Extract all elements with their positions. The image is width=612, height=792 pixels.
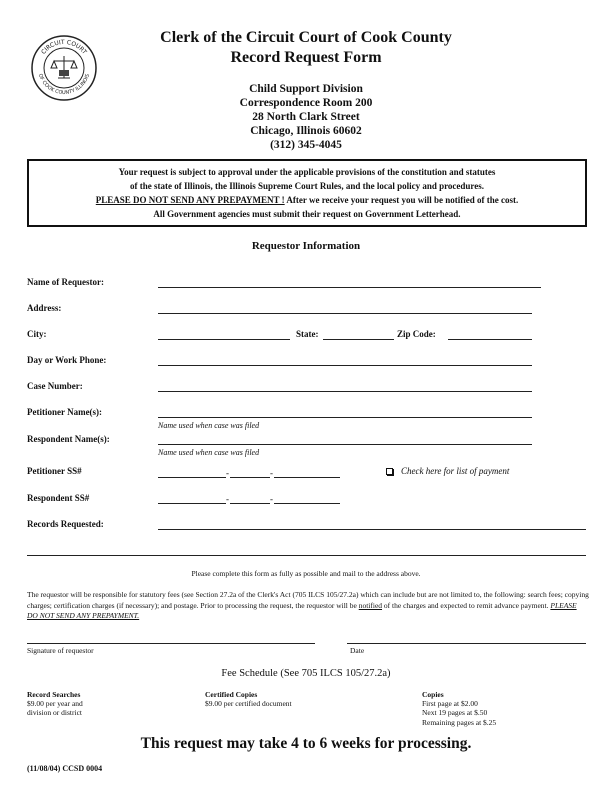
processing-time-notice: This request may take 4 to 6 weeks for processing. bbox=[140, 735, 472, 752]
address-field[interactable] bbox=[158, 313, 532, 314]
petitioner-name-hint: Name used when case was filed bbox=[158, 421, 260, 430]
phone-field[interactable] bbox=[158, 365, 532, 366]
petitioner-name-label: Petitioner Name(s): bbox=[27, 407, 103, 417]
zip-field[interactable] bbox=[448, 339, 532, 340]
street-address: 28 North Clark Street bbox=[252, 111, 360, 123]
respondent-ss-label: Respondent SS# bbox=[27, 493, 90, 503]
page-subtitle: Record Request Form bbox=[230, 49, 382, 66]
respondent-name-field[interactable] bbox=[158, 444, 532, 445]
payment-list-checkbox[interactable] bbox=[386, 468, 393, 475]
respondent-ss-dash-2: - bbox=[270, 494, 273, 504]
fee-copies-line-3: Remaining pages at $.25 bbox=[422, 717, 497, 727]
state-field[interactable] bbox=[323, 339, 394, 340]
respondent-ss-part1[interactable] bbox=[158, 503, 226, 504]
case-number-field[interactable] bbox=[158, 391, 532, 392]
phone-label: Day or Work Phone: bbox=[27, 355, 107, 365]
section-title-requestor: Requestor Information bbox=[251, 240, 361, 252]
date-label: Date bbox=[350, 646, 365, 655]
respondent-name-hint: Name used when case was filed bbox=[158, 448, 260, 457]
petitioner-ss-part3[interactable] bbox=[274, 477, 340, 478]
fee-copies-heading: Copies bbox=[422, 690, 444, 699]
respondent-ss-part2[interactable] bbox=[230, 503, 270, 504]
date-field[interactable] bbox=[347, 643, 586, 644]
zip-label: Zip Code: bbox=[397, 329, 436, 339]
address-label: Address: bbox=[27, 303, 62, 313]
records-requested-field-1[interactable] bbox=[158, 529, 586, 530]
fee-certified-heading: Certified Copies bbox=[205, 690, 258, 699]
form-code: (11/08/04) CCSD 0004 bbox=[27, 764, 103, 773]
state-label: State: bbox=[296, 329, 319, 339]
records-requested-label: Records Requested: bbox=[27, 519, 104, 529]
seal-top-text: CIRCUIT COURT bbox=[40, 38, 88, 56]
page-title: Clerk of the Circuit Court of Cook County bbox=[160, 29, 452, 46]
seal-bottom-text: OF COOK COUNTY ILLINOIS bbox=[36, 73, 92, 97]
fees-text: The requestor will be responsible for statutory fees (see Section 27.2a of the Clerk's Act (705 ILCS 105/27.2a) which can include but are not limited to, the following: search fees; copying charges; certification charges (if necessary); and postage. Prior to processing the request, the requestor will be bbox=[27, 590, 589, 610]
phone-number: (312) 345-4045 bbox=[270, 139, 342, 151]
requestor-name-label: Name of Requestor: bbox=[27, 277, 104, 287]
notice-line-4: All Government agencies must submit their request on Government Letterhead. bbox=[153, 209, 461, 219]
no-prepayment-reminder: PLEASE DO NOT SEND ANY PREPAYMENT. bbox=[27, 600, 577, 620]
city-address: Chicago, Illinois 60602 bbox=[250, 125, 362, 137]
fee-certified-copies bbox=[205, 690, 292, 708]
notified-word: notified bbox=[358, 600, 383, 610]
respondent-ss-dash-1: - bbox=[226, 494, 229, 504]
city-field[interactable] bbox=[158, 339, 290, 340]
fee-schedule-title: Fee Schedule (See 705 ILCS 105/27.2a) bbox=[221, 668, 391, 679]
requestor-name-field[interactable] bbox=[158, 287, 541, 288]
fee-copies bbox=[422, 690, 496, 727]
room-number: Correspondence Room 200 bbox=[239, 97, 373, 109]
petitioner-ss-dash-1: - bbox=[226, 468, 229, 478]
fee-searches-line-2: division or district bbox=[27, 708, 82, 718]
fee-searches-line-1: $9.00 per year and bbox=[27, 699, 83, 709]
signature-field[interactable] bbox=[27, 643, 315, 644]
petitioner-ss-label: Petitioner SS# bbox=[27, 466, 82, 476]
complete-form-instruction: Please complete this form as fully as possible and mail to the address above. bbox=[191, 569, 421, 578]
city-label: City: bbox=[27, 329, 47, 339]
petitioner-name-field[interactable] bbox=[158, 417, 532, 418]
notice-line-1: Your request is subject to approval under the applicable provisions of the constitution and statutes bbox=[118, 167, 496, 177]
fee-searches-heading: Record Searches bbox=[27, 690, 81, 699]
fee-record-searches bbox=[27, 690, 83, 718]
no-prepayment-warning: PLEASE DO NOT SEND ANY PREPAYMENT ! bbox=[95, 195, 285, 205]
respondent-name-label: Respondent Name(s): bbox=[27, 434, 110, 444]
records-requested-field-2[interactable] bbox=[27, 555, 586, 556]
notice-box bbox=[27, 159, 587, 227]
petitioner-ss-part2[interactable] bbox=[230, 477, 270, 478]
fee-copies-line-1: First page at $2.00 bbox=[422, 699, 478, 709]
respondent-ss-part3[interactable] bbox=[274, 503, 340, 504]
fees-text-after: of the charges and expected to remit advance payment. bbox=[382, 600, 551, 610]
division-name: Child Support Division bbox=[249, 83, 363, 95]
signature-label: Signature of requestor bbox=[27, 646, 94, 655]
notice-line-3 bbox=[29, 195, 585, 205]
petitioner-ss-dash-2: - bbox=[270, 468, 273, 478]
notice-line-3-rest: After we receive your request you will be notified of the cost. bbox=[284, 195, 519, 205]
payment-list-label: Check here for list of payment bbox=[401, 466, 510, 476]
case-number-label: Case Number: bbox=[27, 381, 83, 391]
fees-paragraph bbox=[27, 590, 589, 622]
petitioner-ss-part1[interactable] bbox=[158, 477, 226, 478]
fee-certified-line-1: $9.00 per certified document bbox=[205, 699, 292, 709]
fee-copies-line-2: Next 19 pages at $.50 bbox=[422, 708, 488, 718]
notice-line-2: of the state of Illinois, the Illinois Supreme Court Rules, and the local policy and procedures. bbox=[129, 181, 485, 191]
